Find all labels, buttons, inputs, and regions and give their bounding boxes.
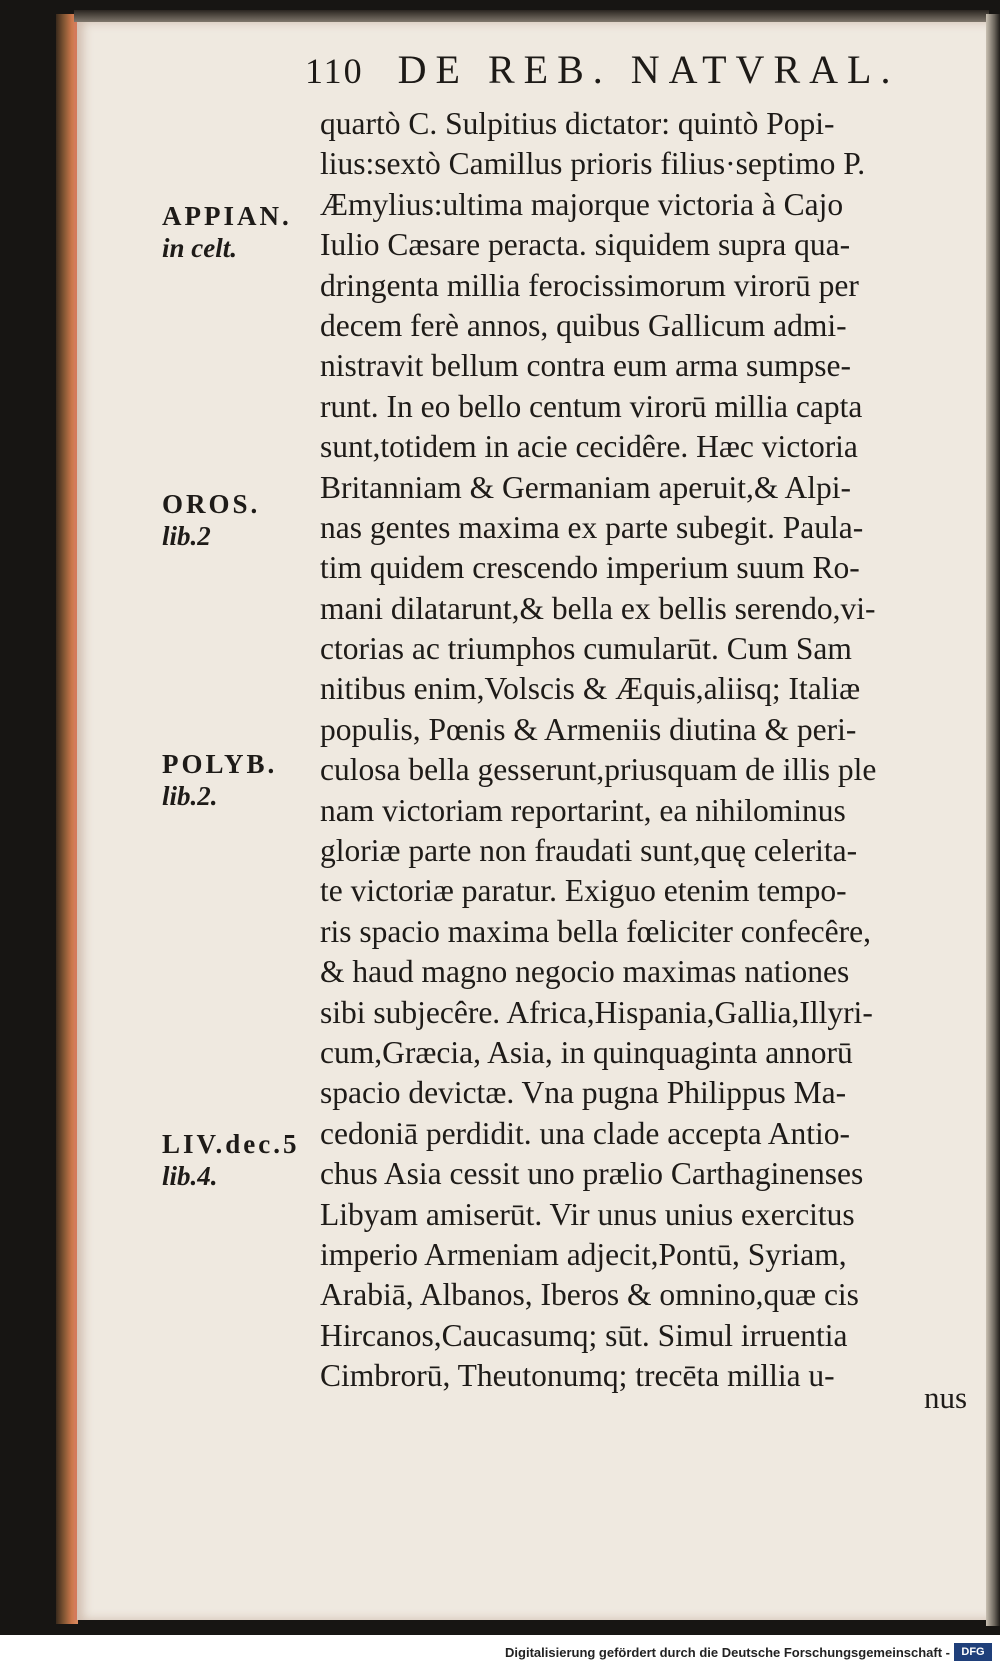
text-line: sunt,totidem in acie cecidêre. Hæc victoria — [320, 429, 858, 465]
text-line: gloriæ parte non fraudati sunt,quę celerita- — [320, 833, 858, 869]
text-line: Libyam amiserūt. Vir unus unius exercitus — [320, 1196, 855, 1232]
dfg-logo: DFG — [954, 1643, 992, 1661]
body-text — [320, 104, 1000, 1397]
margin-note-liv — [162, 1128, 300, 1192]
catchword: nus — [924, 1380, 968, 1415]
text-line: & haud magno negocio maximas nationes — [320, 954, 850, 990]
text-line: Cimbrorū, Theutonumq; trecēta millia u- — [320, 1358, 835, 1394]
text-line: Hircanos,Caucasumq; sūt. Simul irruentia — [320, 1317, 848, 1353]
text-line: populis, Pœnis & Armeniis diutina & peri- — [320, 711, 857, 747]
text-line: sibi subjecêre. Africa,Hispania,Gallia,Illyri- — [320, 994, 873, 1030]
margin-note-reference: in celt. — [162, 233, 237, 263]
text-line: decem ferè annos, quibus Gallicum admi- — [320, 307, 847, 343]
margin-note-polyb — [162, 748, 277, 812]
text-line: te victoriæ paratur. Exiguo etenim tempo- — [320, 873, 847, 909]
text-line: ctorias ac triumphos cumularūt. Cum Sam — [320, 631, 852, 667]
text-line: mani dilatarunt,& bella ex bellis serendo,vi- — [320, 590, 876, 626]
text-line: tim quidem crescendo imperium suum Ro- — [320, 550, 860, 586]
text-line: chus Asia cessit uno prælio Carthaginenses — [320, 1156, 864, 1192]
text-line: nistravit bellum contra eum arma sumpse- — [320, 348, 851, 384]
margin-note-author: APPIAN. — [162, 201, 292, 231]
text-line: nitibus enim,Volscis & Æquis,aliisq; Italiæ — [320, 671, 861, 707]
text-line: nam victoriam reportarint, ea nihilominus — [320, 792, 846, 828]
footer-bar — [0, 1638, 1000, 1672]
text-line: runt. In eo bello centum virorū millia capta — [320, 388, 863, 424]
text-line: spacio devictæ. Vna pugna Philippus Ma- — [320, 1075, 847, 1111]
text-line: lius:sextò Camillus prioris filius·septimo P. — [320, 146, 866, 182]
margin-note-appian — [162, 200, 292, 264]
text-line: imperio Armeniam adjecit,Pontū, Syriam, — [320, 1236, 847, 1272]
text-line: Iulio Cæsare peracta. siquidem supra qua- — [320, 227, 851, 263]
margin-note-oros — [162, 488, 260, 552]
margin-note-reference: lib.4. — [162, 1161, 218, 1191]
text-line: Æmylius:ultima majorque victoria à Cajo — [320, 186, 844, 222]
text-line: ris spacio maxima bella fœliciter confecêre, — [320, 913, 871, 949]
text-line: dringenta millia ferocissimorum virorū per — [320, 267, 859, 303]
margin-note-author: OROS. — [162, 489, 261, 519]
margin-note-author: LIV.dec.5 — [162, 1129, 300, 1159]
text-line: quartò C. Sulpitius dictator: quintò Popi- — [320, 106, 835, 141]
text-line: cedoniā perdidit. una clade accepta Antio- — [320, 1115, 851, 1151]
page-number: 110 — [305, 51, 364, 91]
footer-credit: Digitalisierung gefördert durch die Deutsche Forschungsgemeinschaft - — [505, 1645, 950, 1660]
running-head — [305, 46, 995, 96]
margin-note-reference: lib.2. — [162, 781, 218, 811]
margin-note-reference: lib.2 — [162, 521, 211, 551]
text-line: culosa bella gesserunt,priusquam de illis ple — [320, 752, 877, 788]
text-line: Britanniam & Germaniam aperuit,& Alpi- — [320, 469, 851, 505]
running-head-title: DE REB. NATVRAL. — [397, 47, 900, 92]
text-line: Arabiā, Albanos, Iberos & omnino,quæ cis — [320, 1277, 859, 1313]
text-line: cum,Græcia, Asia, in quinquaginta annorū — [320, 1034, 853, 1070]
text-line: nas gentes maxima ex parte subegit. Paula- — [320, 509, 864, 545]
margin-note-author: POLYB. — [162, 749, 278, 779]
